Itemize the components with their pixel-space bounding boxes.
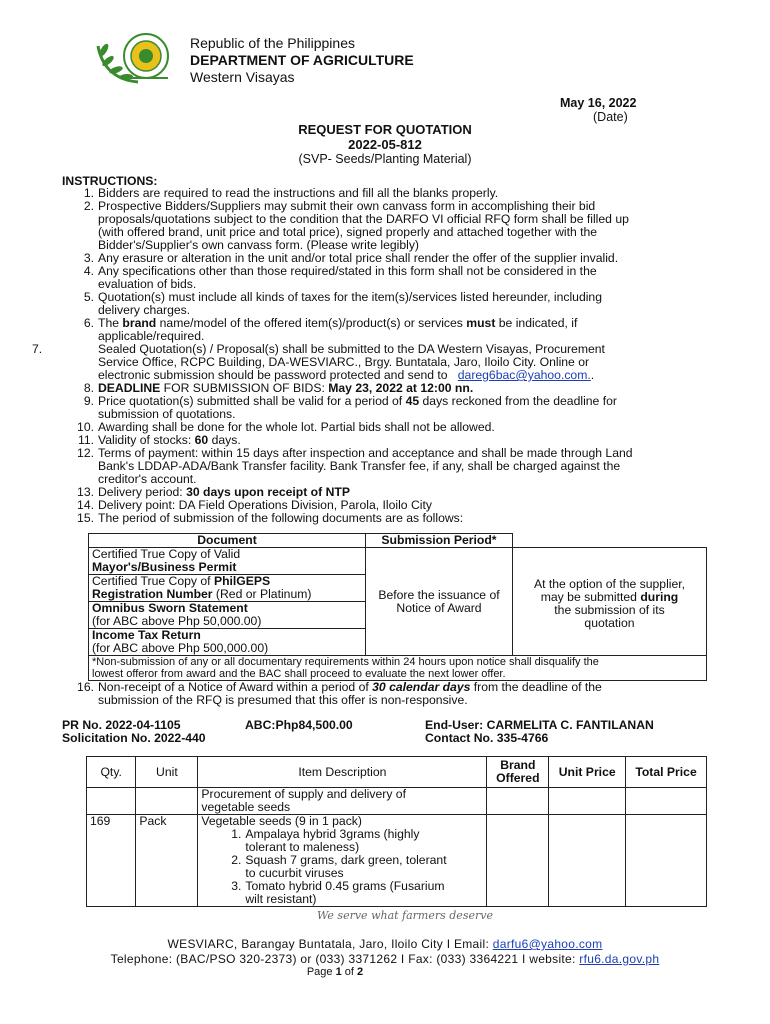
instruction-item: 11. Validity of stocks: 60 days. xyxy=(77,433,241,447)
item-intro: Procurement of supply and delivery of vegetable seeds xyxy=(198,788,487,815)
rfq-number: 2022-05-812 xyxy=(348,137,422,152)
instruction-item: 15. The period of submission of the following documents are as follows: xyxy=(77,511,464,525)
contact-number: Contact No. 335-4766 xyxy=(425,731,549,745)
footer-email-link[interactable]: darfu6@yahoo.com xyxy=(492,937,603,951)
footer-address: WESVIARC, Barangay Buntatala, Jaro, Iloilo City I Email: darfu6@yahoo.com xyxy=(167,937,603,951)
total-price-input[interactable] xyxy=(626,788,707,815)
footer-contact: Telephone: (BAC/PSO 320-2373) or (033) 3371262 I Fax: (033) 3364221 I website: rfu6.da.gov.ph xyxy=(110,952,660,966)
header-republic: Republic of the Philippines xyxy=(190,35,355,51)
instruction-item: 2. Prospective Bidders/Suppliers may submit their own canvass form in accomplishing their bid proposals/quotations subject to the condition that the DARFO VI official RFQ form shall be filled up (with offered brand, unit price and total price), signed properly and attached together with the Bidder's/Supplier's own canvass form. (Please write legibly) xyxy=(83,199,629,252)
total-price-header: Total Price xyxy=(626,757,707,788)
rfq-date-caption: (Date) xyxy=(593,110,628,124)
rfq-date: May 16, 2022 xyxy=(560,96,637,110)
unit-price-input[interactable] xyxy=(549,815,626,907)
doc-row-itr: Income Tax Return (for ABC above Php 500,000.00) xyxy=(89,629,366,656)
period-option: At the option of the supplier, may be submitted during the submission of its quotation xyxy=(513,548,707,656)
header-department: DEPARTMENT OF AGRICULTURE xyxy=(190,52,414,68)
instructions-heading: INSTRUCTIONS: xyxy=(62,174,158,188)
instruction-item: 1. Bidders are required to read the instructions and fill all the blanks properly. xyxy=(83,186,499,200)
instruction-item: 12. Terms of payment: within 15 days after inspection and acceptance and shall be made through Land Bank's LDDAP-ADA/Bank Transfer facility. Bank Transfer fee, if any, shall be charged against the creditor's account. xyxy=(77,446,633,486)
doc-row-philgeps: Certified True Copy of PhilGEPS Registration Number (Red or Platinum) xyxy=(89,575,366,602)
unit-header: Unit xyxy=(136,757,198,788)
instruction-item: 9. Price quotation(s) submitted shall be valid for a period of 45 days reckoned from the deadline for submission of quotations. xyxy=(83,394,617,421)
abc-amount: ABC:Php84,500.00 xyxy=(245,718,353,732)
doc-row-permit: Certified True Copy of Valid Mayor's/Business Permit xyxy=(89,548,366,575)
page-number: Page 1 of 2 xyxy=(306,966,364,978)
item-description: Vegetable seeds (9 in 1 pack) 1. Ampalaya hybrid 3grams (highly tolerant to maleness) 2. Squash 7 grams, dark green, tolerant to cucurbit viruses 3. Tomato hybrid 0.45 grams (Fusarium wilt resistant) xyxy=(198,815,487,907)
footer-website-link[interactable]: rfu6.da.gov.ph xyxy=(579,952,660,966)
doc-col-header: Document xyxy=(89,534,366,548)
instruction-item: 8. DEADLINE FOR SUBMISSION OF BIDS: May 23, 2022 at 12:00 nn. xyxy=(83,381,474,395)
footer-tagline: We serve what farmers deserve xyxy=(317,909,493,922)
instruction-item: 6. The brand name/model of the offered item(s)/product(s) or services must be indicated, if applicable/required. xyxy=(83,316,578,343)
solicitation-number: Solicitation No. 2022-440 xyxy=(62,731,206,745)
instruction-item: 10. Awarding shall be done for the whole lot. Partial bids shall not be allowed. xyxy=(77,420,495,434)
instruction-16: 16. Non-receipt of a Notice of Award within a period of 30 calendar days from the deadline of the submission of the RFQ is presumed that this offer is non-responsive. xyxy=(77,680,602,707)
brand-offered-input[interactable] xyxy=(487,815,549,907)
document-title: REQUEST FOR QUOTATION xyxy=(298,122,472,137)
period-col-header: Submission Period* xyxy=(366,534,513,548)
period-before-award: Before the issuance of Notice of Award xyxy=(366,548,513,656)
pr-number: PR No. 2022-04-1105 xyxy=(62,718,181,732)
instruction-item: 4. Any specifications other than those required/stated in this form shall not be considered in the evaluation of bids. xyxy=(83,264,597,291)
item-unit: Pack xyxy=(136,815,198,907)
unit-price-header: Unit Price xyxy=(549,757,626,788)
total-price-input[interactable] xyxy=(626,815,707,907)
description-header: Item Description xyxy=(198,757,487,788)
qty-header: Qty. xyxy=(87,757,136,788)
brand-offered-input[interactable] xyxy=(487,788,549,815)
end-user: End-User: CARMELITA C. FANTILANAN xyxy=(425,718,654,732)
doc-row-omnibus: Omnibus Sworn Statement (for ABC above Php 50,000.00) xyxy=(89,602,366,629)
department-seal-logo xyxy=(94,28,182,88)
submission-email-link[interactable]: dareg6bac@yahoo.com. xyxy=(457,368,591,382)
header-region: Western Visayas xyxy=(190,69,295,85)
brand-header: Brand Offered xyxy=(487,757,549,788)
rfq-subtitle: (SVP- Seeds/Planting Material) xyxy=(298,152,472,166)
unit-price-input[interactable] xyxy=(549,788,626,815)
instruction-item: 7. Sealed Quotation(s) / Proposal(s) shall be submitted to the DA Western Visayas, Procurement Service Office, RCPC Building, DA-WESVIARC., Brgy. Buntatala, Jaro, Iloilo City. Online or electronic submission should be password protected and send to dareg6bac@yahoo.com.. xyxy=(32,342,605,382)
instructions-list xyxy=(32,186,722,525)
items-table xyxy=(86,756,707,907)
documents-note: *Non-submission of any or all documentary requirements within 24 hours upon notice shall disqualify the lowest offeror from award and the BAC shall proceed to evaluate the next lower offer. xyxy=(89,656,707,681)
documents-table xyxy=(88,533,707,681)
instruction-item: 3. Any erasure or alteration in the unit and/or total price shall render the offer of the supplier invalid. xyxy=(83,251,619,265)
instruction-item: 5. Quotation(s) must include all kinds of taxes for the item(s)/services listed hereunder, including delivery charges. xyxy=(83,290,602,317)
instruction-item: 13. Delivery period: 30 days upon receipt of NTP xyxy=(77,485,350,499)
item-qty: 169 xyxy=(87,815,136,907)
instruction-item: 14. Delivery point: DA Field Operations Division, Parola, Iloilo City xyxy=(77,498,432,512)
